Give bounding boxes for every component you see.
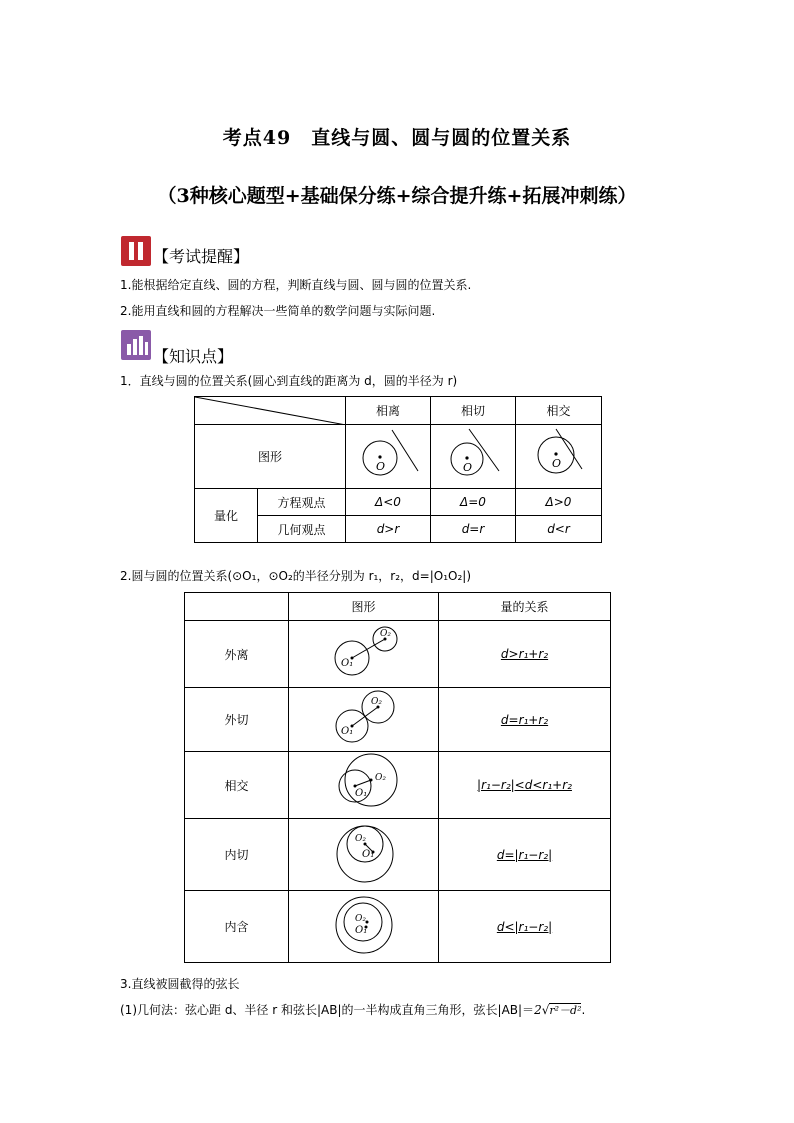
circles-external-separate-diagram	[289, 621, 439, 684]
col-header-intersect: 相交	[516, 397, 602, 425]
page-title: 考点49 直线与圆、圆与圆的位置关系	[222, 127, 572, 149]
geometric-method-text: (1)几何法：弦心距 d、半径 r 和弦长|AB|的一半构成直角三角形，弦长|AB|＝	[120, 1003, 535, 1017]
paragraph-circle-circle: 2.圆与圆的位置关系(⊙O₁，⊙O₂的半径分别为 r₁，r₂，d=|O₁O₂|)	[120, 569, 472, 583]
figure-contained	[289, 891, 439, 963]
row-label-quantify: 量化	[195, 489, 258, 543]
pause-bars-icon	[121, 236, 151, 266]
paragraph-chord-length: 3.直线被圆截得的弦长	[120, 977, 240, 991]
header-empty	[185, 593, 289, 621]
figure-tangent	[431, 425, 516, 489]
row-name-intersect: 相交	[185, 752, 289, 819]
label-o1: O₁	[355, 788, 368, 799]
circles-external-tangent-diagram	[289, 688, 439, 748]
row-name-external-separate: 外离	[185, 621, 289, 688]
row-label-figure: 图形	[195, 425, 346, 489]
eq-separate: Δ<0	[346, 489, 431, 516]
header-figure: 图形	[289, 593, 439, 621]
exam-item-2: 2.能用直线和圆的方程解决一些简单的数学问题与实际问题.	[120, 304, 436, 318]
exam-heading: 【考试提醒】	[153, 247, 250, 266]
figure-internal-tangent	[289, 819, 439, 891]
eq-tangent: Δ=0	[431, 489, 516, 516]
circles-internal-tangent-diagram	[289, 819, 439, 887]
relation-contained: d<|r₁−r₂|	[439, 891, 611, 963]
row-name-internal-tangent: 内切	[185, 819, 289, 891]
label-o1: O₁	[341, 726, 354, 737]
geo-tangent: d=r	[431, 516, 516, 543]
center-label: O	[376, 460, 386, 473]
figure-external-separate	[289, 621, 439, 688]
geo-separate: d>r	[346, 516, 431, 543]
row-label-geometry: 几何观点	[258, 516, 346, 543]
relation-external-separate: d>r₁+r₂	[439, 621, 611, 688]
diagonal-line	[195, 397, 346, 425]
label-o2: O₂	[371, 697, 382, 707]
formula-radicand: r²－d²	[549, 1004, 582, 1017]
label-o1: O₁	[362, 849, 375, 860]
label-o2: O₂	[355, 914, 366, 924]
knowledge-heading: 【知识点】	[153, 347, 234, 366]
relation-intersect: |r₁−r₂|<d<r₁+r₂	[439, 752, 611, 819]
label-o1: O₁	[341, 658, 354, 669]
label-o2: O₂	[375, 773, 386, 783]
eq-intersect: Δ>0	[516, 489, 602, 516]
circles-intersect-diagram	[289, 752, 439, 815]
row-name-contained: 内含	[185, 891, 289, 963]
center-label: O	[552, 457, 562, 470]
diagonal-header-cell	[195, 397, 346, 425]
exam-icon	[121, 236, 151, 266]
line-circle-intersect-diagram	[516, 425, 602, 485]
col-header-tangent: 相切	[431, 397, 516, 425]
line-circle-tangent-diagram	[431, 425, 516, 485]
knowledge-icon	[121, 330, 151, 360]
bar-chart-icon	[121, 330, 151, 360]
geo-intersect: d<r	[516, 516, 602, 543]
circle-circle-table	[184, 592, 611, 963]
paragraph-line-circle: 1．直线与圆的位置关系(圆心到直线的距离为 d，圆的半径为 r)	[120, 374, 458, 388]
header-relation: 量的关系	[439, 593, 611, 621]
figure-intersect	[516, 425, 602, 489]
figure-separate	[346, 425, 431, 489]
sentence-end: .	[581, 1003, 586, 1017]
figure-intersect-circles	[289, 752, 439, 819]
paragraph-geometric-method	[120, 1001, 585, 1018]
figure-external-tangent	[289, 688, 439, 752]
page-subtitle: （3种核心题型+基础保分练+综合提升练+拓展冲刺练）	[157, 185, 637, 207]
row-label-equation: 方程观点	[258, 489, 346, 516]
label-o2: O₂	[355, 834, 366, 844]
relation-internal-tangent: d=|r₁−r₂|	[439, 819, 611, 891]
line-circle-separate-diagram	[346, 425, 431, 485]
label-o2: O₂	[380, 629, 391, 639]
row-name-external-tangent: 外切	[185, 688, 289, 752]
formula-coefficient: 2	[534, 1003, 542, 1017]
line-circle-table	[194, 396, 602, 543]
circles-contained-diagram	[289, 891, 439, 959]
sqrt-sign: √	[541, 1003, 550, 1017]
center-label: O	[463, 461, 473, 474]
exam-item-1: 1.能根据给定直线、圆的方程，判断直线与圆、圆与圆的位置关系.	[120, 278, 472, 292]
col-header-separate: 相离	[346, 397, 431, 425]
relation-external-tangent: d=r₁+r₂	[439, 688, 611, 752]
label-o1: O₁	[355, 925, 368, 936]
